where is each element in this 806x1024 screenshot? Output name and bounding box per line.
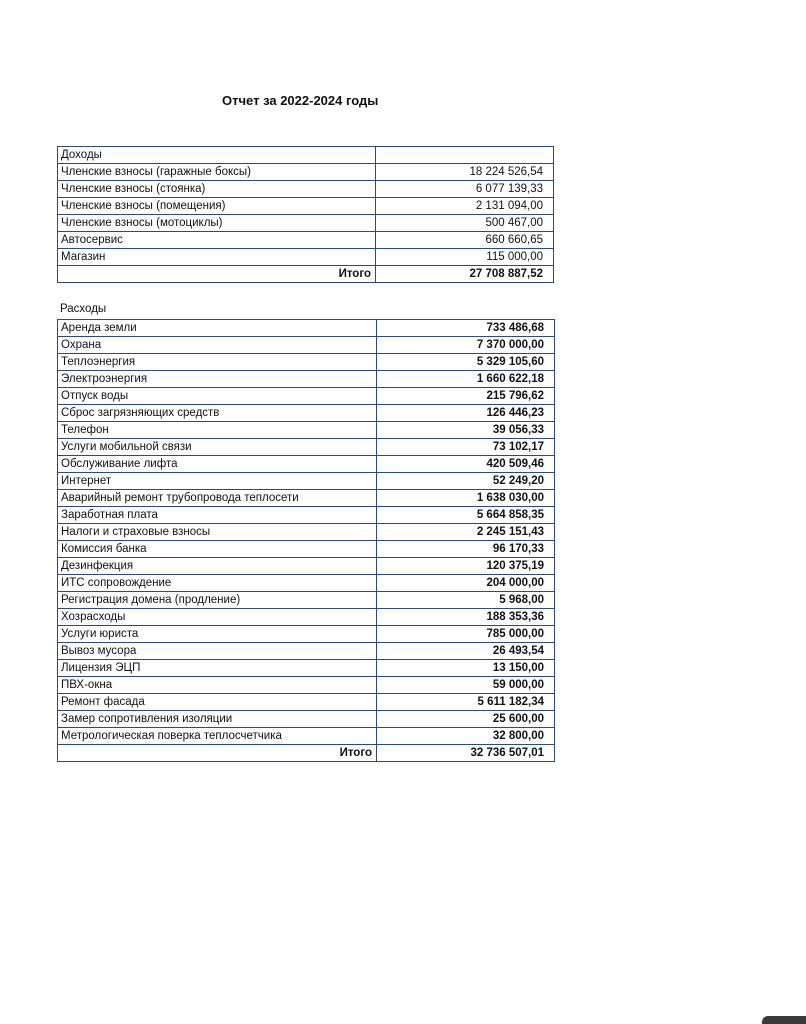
expense-row xyxy=(58,575,555,592)
expense-total-value: 32 736 507,01 xyxy=(377,745,555,762)
expenses-table xyxy=(57,319,555,762)
income-row-name: Магазин xyxy=(58,249,376,266)
expense-row-value: 733 486,68 xyxy=(377,320,555,337)
viewer-corner-decoration xyxy=(762,1016,806,1024)
income-header-row xyxy=(58,147,554,164)
income-row-value: 2 131 094,00 xyxy=(376,198,554,215)
expense-row-value: 120 375,19 xyxy=(377,558,555,575)
income-row xyxy=(58,181,554,198)
expense-row-name: Интернет xyxy=(58,473,377,490)
expense-row-value: 39 056,33 xyxy=(377,422,555,439)
expense-row-name: Заработная плата xyxy=(58,507,377,524)
expense-row-value: 1 638 030,00 xyxy=(377,490,555,507)
income-row-name: Членские взносы (мотоциклы) xyxy=(58,215,376,232)
income-row xyxy=(58,215,554,232)
income-row-name: Членские взносы (гаражные боксы) xyxy=(58,164,376,181)
income-row-value: 660 660,65 xyxy=(376,232,554,249)
expense-row-value: 204 000,00 xyxy=(377,575,555,592)
expense-row-name: Электроэнергия xyxy=(58,371,377,388)
expense-row-value: 25 600,00 xyxy=(377,711,555,728)
income-row-value: 18 224 526,54 xyxy=(376,164,554,181)
expense-row xyxy=(58,643,555,660)
income-row xyxy=(58,249,554,266)
income-row-name: Автосервис xyxy=(58,232,376,249)
expense-row-name: Отпуск воды xyxy=(58,388,377,405)
income-total-row xyxy=(58,266,554,283)
expense-row-name: Аренда земли xyxy=(58,320,377,337)
expense-row xyxy=(58,728,555,745)
income-row-value: 115 000,00 xyxy=(376,249,554,266)
income-table xyxy=(57,146,554,283)
expense-row-value: 126 446,23 xyxy=(377,405,555,422)
expense-row-name: Охрана xyxy=(58,337,377,354)
income-row-value: 500 467,00 xyxy=(376,215,554,232)
expense-row xyxy=(58,456,555,473)
expense-row-value: 215 796,62 xyxy=(377,388,555,405)
expense-row-value: 32 800,00 xyxy=(377,728,555,745)
expense-total-row xyxy=(58,745,555,762)
expense-row xyxy=(58,609,555,626)
expense-row-name: Замер сопротивления изоляции xyxy=(58,711,377,728)
income-row-name: Членские взносы (стоянка) xyxy=(58,181,376,198)
expense-row-name: Услуги мобильной связи xyxy=(58,439,377,456)
expense-row xyxy=(58,473,555,490)
expense-row xyxy=(58,558,555,575)
income-row xyxy=(58,232,554,249)
expense-row-value: 5 329 105,60 xyxy=(377,354,555,371)
income-total-label: Итого xyxy=(58,266,376,283)
expense-row-value: 26 493,54 xyxy=(377,643,555,660)
income-row-value: 6 077 139,33 xyxy=(376,181,554,198)
expense-row-value: 5 611 182,34 xyxy=(377,694,555,711)
expense-row-name: Хозрасходы xyxy=(58,609,377,626)
expense-row-value: 59 000,00 xyxy=(377,677,555,694)
expense-row-value: 52 249,20 xyxy=(377,473,555,490)
expense-row xyxy=(58,507,555,524)
income-total-value: 27 708 887,52 xyxy=(376,266,554,283)
expense-row xyxy=(58,524,555,541)
expense-row-name: Телефон xyxy=(58,422,377,439)
expense-row xyxy=(58,490,555,507)
expense-row-name: Лицензия ЭЦП xyxy=(58,660,377,677)
income-header: Доходы xyxy=(58,147,376,164)
expense-row xyxy=(58,694,555,711)
expense-row-name: Налоги и страховые взносы xyxy=(58,524,377,541)
income-row xyxy=(58,198,554,215)
expense-row-value: 73 102,17 xyxy=(377,439,555,456)
expense-row-name: Комиссия банка xyxy=(58,541,377,558)
expense-row-name: Дезинфекция xyxy=(58,558,377,575)
expense-row-value: 5 968,00 xyxy=(377,592,555,609)
expense-row xyxy=(58,371,555,388)
expense-row xyxy=(58,405,555,422)
expense-row xyxy=(58,592,555,609)
income-header-empty xyxy=(376,147,554,164)
expense-row-name: Вывоз мусора xyxy=(58,643,377,660)
expense-row-name: Услуги юриста xyxy=(58,626,377,643)
expense-row xyxy=(58,388,555,405)
expense-row xyxy=(58,541,555,558)
expense-row-value: 1 660 622,18 xyxy=(377,371,555,388)
expense-row xyxy=(58,422,555,439)
expense-row-name: Обслуживание лифта xyxy=(58,456,377,473)
expense-row-value: 7 370 000,00 xyxy=(377,337,555,354)
expense-row-value: 2 245 151,43 xyxy=(377,524,555,541)
expense-row-value: 13 150,00 xyxy=(377,660,555,677)
expense-row-name: ПВХ-окна xyxy=(58,677,377,694)
income-row-name: Членские взносы (помещения) xyxy=(58,198,376,215)
expense-row-name: Ремонт фасада xyxy=(58,694,377,711)
expense-row-name: Регистрация домена (продление) xyxy=(58,592,377,609)
expense-row-value: 5 664 858,35 xyxy=(377,507,555,524)
expense-row xyxy=(58,320,555,337)
expense-row-value: 785 000,00 xyxy=(377,626,555,643)
expense-total-label: Итого xyxy=(58,745,377,762)
expense-row xyxy=(58,660,555,677)
expense-row-name: Метрологическая поверка теплосчетчика xyxy=(58,728,377,745)
expense-row xyxy=(58,354,555,371)
expense-row-value: 96 170,33 xyxy=(377,541,555,558)
expense-row xyxy=(58,337,555,354)
expense-row-value: 188 353,36 xyxy=(377,609,555,626)
page-title: Отчет за 2022-2024 годы xyxy=(222,93,379,108)
expense-row-name: Сброс загрязняющих средств xyxy=(58,405,377,422)
income-row xyxy=(58,164,554,181)
expense-row-name: Теплоэнергия xyxy=(58,354,377,371)
expense-row xyxy=(58,677,555,694)
expense-row xyxy=(58,711,555,728)
expense-row xyxy=(58,439,555,456)
expense-row xyxy=(58,626,555,643)
expenses-header: Расходы xyxy=(60,303,107,315)
expense-row-name: ИТС сопровождение xyxy=(58,575,377,592)
expense-row-name: Аварийный ремонт трубопровода теплосети xyxy=(58,490,377,507)
expense-row-value: 420 509,46 xyxy=(377,456,555,473)
